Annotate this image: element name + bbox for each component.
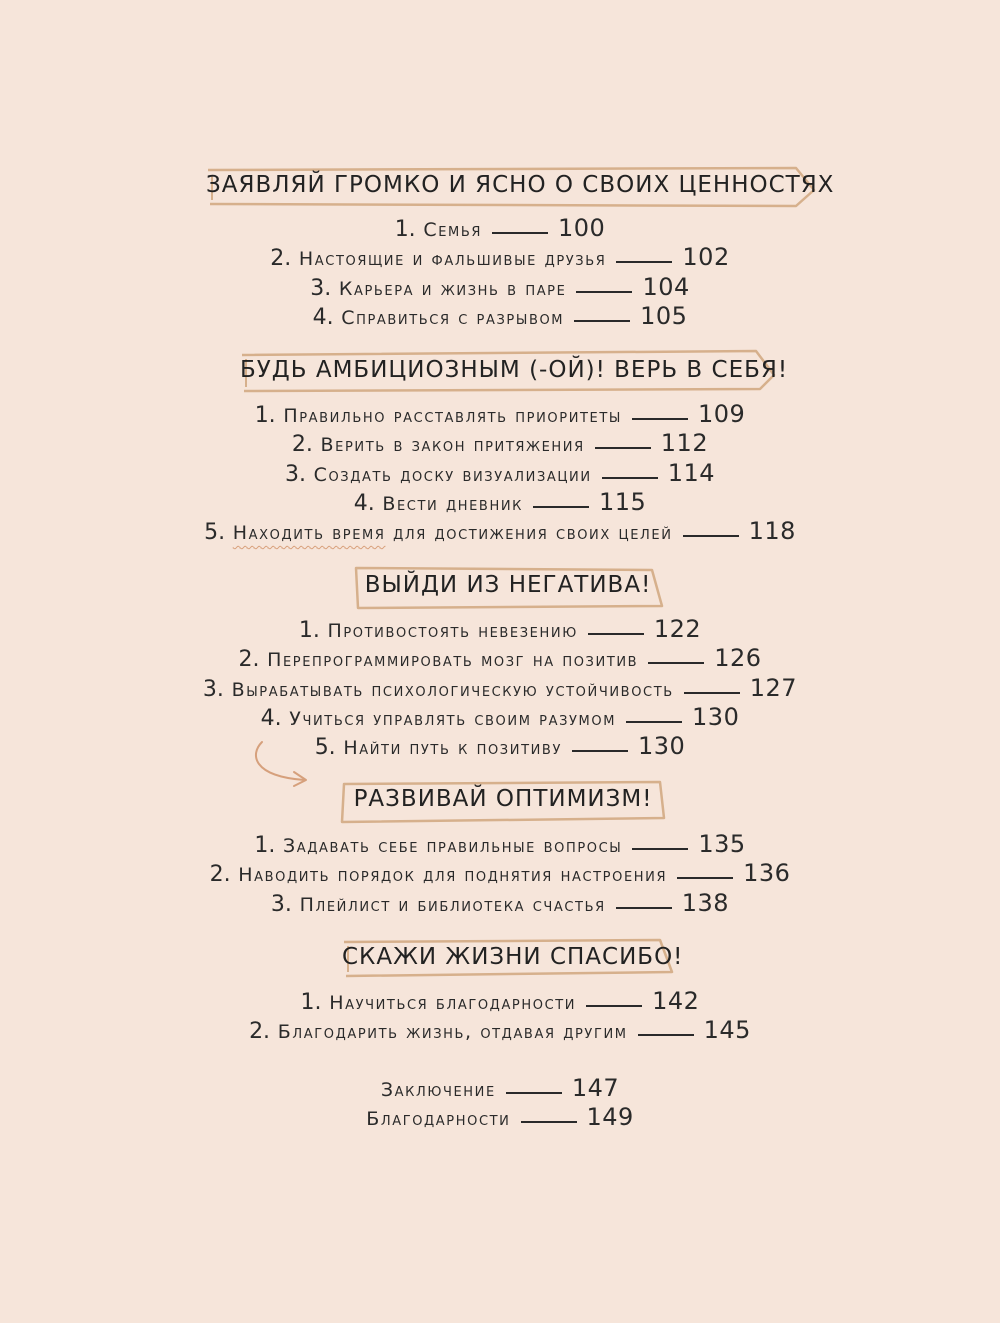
item-number: 2. (238, 647, 260, 673)
item-number: 2. (291, 432, 313, 458)
item-page: 114 (667, 458, 716, 487)
item-title: Наводить порядок для поднятия настроения (238, 864, 668, 887)
leader-line (616, 261, 672, 263)
toc-item-acknowledgements[interactable] (0, 1103, 1000, 1132)
toc-list-optimism (0, 830, 1000, 918)
toc-item[interactable] (0, 273, 1000, 302)
item-title: Настоящие и фальшивые друзья (298, 248, 607, 271)
item-title: Задавать себе правильные вопросы (282, 835, 623, 857)
leader-line (492, 232, 548, 234)
item-page: 147 (571, 1074, 620, 1102)
section-heading: ЗАЯВЛЯЙ ГРОМКО И ЯСНО О СВОИХ ЦЕННОСТЯХ (206, 172, 835, 198)
item-title: Создать доску визуализации (313, 463, 592, 486)
leader-line (602, 477, 658, 479)
item-title: Противостоять невезению (327, 620, 578, 642)
item-title: Правильно расставлять приоритеты (283, 405, 622, 427)
toc-item[interactable] (0, 615, 1000, 644)
leader-line (506, 1092, 562, 1094)
item-number: 5. (314, 735, 336, 761)
item-title: Научиться благодарности (329, 992, 577, 1014)
toc-list-negativity (0, 615, 1000, 761)
item-title: Найти путь к позитиву (343, 737, 562, 760)
leader-line (595, 447, 651, 449)
toc-item[interactable] (0, 302, 1000, 331)
toc-item[interactable] (0, 214, 1000, 243)
toc-item[interactable] (0, 459, 1000, 488)
item-number: 1. (300, 990, 322, 1015)
leader-line (586, 1005, 642, 1007)
item-number: 2. (249, 1019, 271, 1045)
item-page: 100 (557, 214, 606, 242)
item-title: Справиться с разрывом (341, 306, 565, 329)
item-title: Учиться управлять своим разумом (289, 707, 617, 730)
item-title: Верить в закон притяжения (320, 434, 585, 457)
item-page: 112 (660, 429, 709, 458)
item-number: 2. (270, 246, 292, 272)
item-title: Карьера и жизнь в паре (338, 277, 567, 300)
item-number: 4. (353, 490, 375, 516)
item-page: 104 (642, 272, 690, 301)
item-page: 127 (749, 673, 798, 702)
item-page: 149 (586, 1103, 634, 1132)
section-heading: БУДЬ АМБИЦИОЗНЫМ (-ОЙ)! ВЕРЬ В СЕБЯ! (240, 357, 789, 383)
item-page: 109 (697, 400, 746, 428)
toc-list-values (0, 214, 1000, 331)
item-page: 145 (703, 1016, 751, 1045)
item-number: 2. (209, 862, 231, 888)
toc-item-conclusion[interactable] (0, 1074, 1000, 1103)
item-title: Плейлист и библиотека счастья (299, 893, 606, 916)
curved-arrow-icon (248, 740, 318, 790)
item-number: 4. (312, 304, 334, 330)
item-page: 130 (637, 732, 686, 761)
item-page: 130 (692, 702, 740, 731)
item-number: 3. (202, 676, 224, 702)
leader-line (576, 291, 632, 293)
toc-item[interactable] (0, 429, 1000, 458)
toc-list-gratitude (0, 987, 1000, 1046)
item-number: 3. (270, 891, 292, 917)
toc-list-ambition (0, 400, 1000, 546)
leader-line (648, 662, 704, 664)
leader-line (533, 506, 589, 508)
toc-item[interactable] (0, 488, 1000, 517)
section-heading: РАЗВИВАЙ ОПТИМИЗМ! (353, 786, 653, 812)
item-page: 126 (714, 644, 762, 673)
item-title: Благодарить жизнь, отдавая другим (277, 1021, 628, 1044)
item-number: 1. (254, 833, 276, 858)
item-number: 5. (204, 520, 226, 546)
item-title: Семья (423, 219, 482, 241)
item-title: для достижения своих целей (385, 522, 673, 545)
item-title: Благодарности (366, 1108, 511, 1131)
toc-item[interactable] (0, 243, 1000, 272)
section-banner-values (206, 166, 835, 212)
item-page: 102 (682, 243, 730, 272)
item-page: 122 (653, 615, 702, 643)
leader-line (638, 1034, 694, 1036)
item-page: 136 (743, 859, 791, 888)
item-number: 3. (284, 461, 306, 487)
item-page: 135 (698, 830, 746, 858)
toc-item[interactable] (0, 732, 1000, 761)
toc-item[interactable] (0, 830, 1000, 859)
leader-line (632, 418, 688, 420)
item-page: 115 (598, 487, 647, 516)
toc-item[interactable] (0, 400, 1000, 429)
section-banner-negativity (352, 566, 664, 612)
toc-item[interactable] (0, 644, 1000, 673)
leader-line (683, 535, 739, 537)
item-title: Перепрограммировать мозг на позитив (267, 649, 639, 672)
toc-item[interactable] (0, 889, 1000, 918)
toc-item[interactable] (0, 859, 1000, 888)
leader-line (616, 907, 672, 909)
item-title-marked: Находить время (232, 522, 386, 545)
leader-line (626, 721, 682, 723)
item-page: 105 (640, 301, 688, 330)
toc-item[interactable] (0, 1016, 1000, 1045)
section-banner-optimism (340, 780, 666, 826)
toc-list-closing (0, 1074, 1000, 1133)
section-heading: СКАЖИ ЖИЗНИ СПАСИБО! (342, 944, 684, 970)
item-number: 1. (394, 217, 416, 242)
item-number: 1. (254, 403, 276, 428)
item-page: 142 (652, 987, 700, 1015)
section-heading: ВЫЙДИ ИЗ НЕГАТИВА! (364, 572, 652, 598)
item-number: 3. (310, 275, 332, 301)
toc-item[interactable] (0, 517, 1000, 546)
leader-line (521, 1121, 577, 1123)
toc-item[interactable] (0, 674, 1000, 703)
leader-line (574, 320, 630, 322)
leader-line (632, 848, 688, 850)
leader-line (677, 877, 733, 879)
item-title: Заключение (380, 1079, 496, 1101)
toc-item[interactable] (0, 987, 1000, 1016)
section-banner-gratitude (342, 938, 684, 984)
item-number: 1. (298, 618, 320, 643)
toc-item[interactable] (0, 703, 1000, 732)
item-page: 138 (681, 888, 730, 917)
item-page: 118 (748, 517, 796, 546)
item-title: Вырабатывать психологическую устойчивость (231, 678, 674, 701)
item-number: 4. (260, 705, 282, 731)
leader-line (684, 692, 740, 694)
leader-line (588, 633, 644, 635)
section-banner-ambition (240, 351, 789, 397)
item-title: Вести дневник (382, 492, 523, 515)
leader-line (572, 750, 628, 752)
